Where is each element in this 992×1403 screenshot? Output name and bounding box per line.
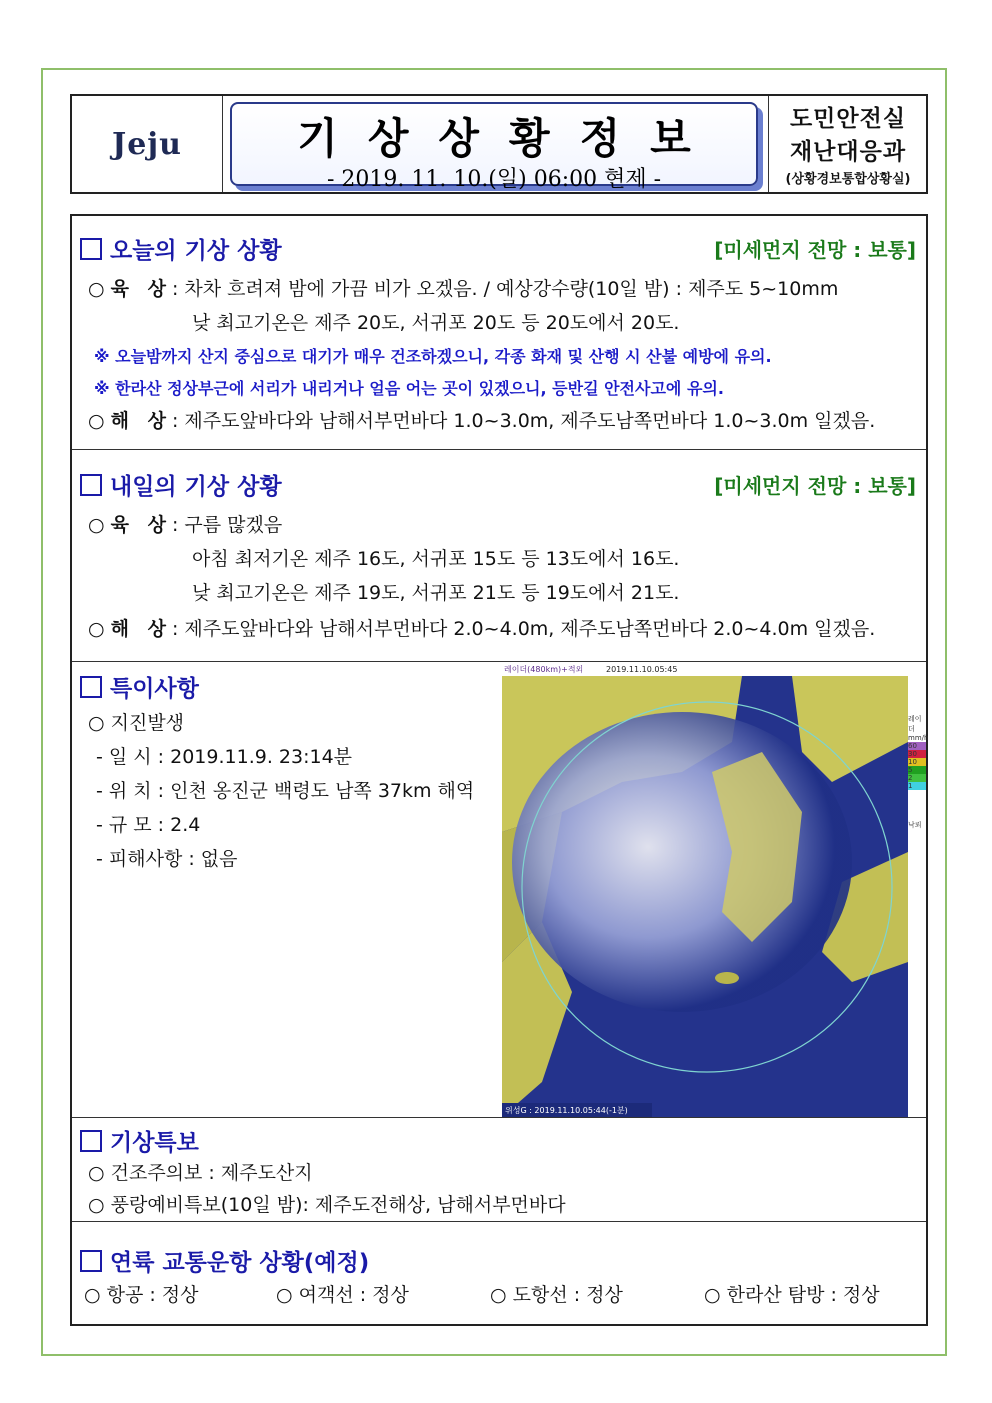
dept-line1: 도민안전실	[789, 106, 907, 132]
logo	[72, 96, 223, 192]
special-section	[72, 662, 929, 1118]
special-magnitude: - 규 모 : 2.4	[96, 814, 201, 836]
special-time: - 일 시 : 2019.11.9. 23:14분	[96, 746, 353, 768]
today-dust: [미세먼지 전망 : 보통]	[714, 238, 916, 262]
special-location: - 위 치 : 인천 옹진군 백령도 남쪽 37km 해역	[96, 780, 475, 802]
title-box	[230, 102, 758, 192]
logo-text: Jeju	[112, 126, 182, 162]
tomorrow-title: 내일의 기상 상황	[80, 468, 282, 501]
page-title: 기상상황정보	[297, 114, 721, 163]
today-section	[72, 216, 926, 450]
main-table	[70, 214, 928, 1326]
header	[70, 94, 928, 194]
circle-icon: ○	[88, 410, 111, 432]
traffic-ferry: ○ 여객선 : 정상	[276, 1284, 409, 1306]
today-title: 오늘의 기상 상황	[80, 232, 282, 265]
page-subtitle: - 2019. 11. 10.(일) 06:00 현제 -	[326, 167, 662, 192]
radar-legend: 레이더 mm/h 60 30 10 5 2 1 낙뢰	[908, 715, 929, 829]
today-note-2: ※ 한라산 정상부근에 서리가 내리거나 얼음 어는 곳이 있겠으니, 등반길 안전사고에 유의.	[94, 379, 724, 398]
radar-footer: 위성G : 2019.11.10.05:44(-1분)	[505, 1106, 628, 1115]
special-item: ○ 지진발생	[88, 712, 185, 734]
today-sea: ○ 해 상: 제주도앞바다와 남해서부먼바다 1.0~3.0m, 제주도남쪽먼바다 1.0~3.0m 일겠음.	[88, 410, 876, 432]
tomorrow-land-3: 낮 최고기온은 제주 19도, 서귀포 21도 등 19도에서 21도.	[192, 582, 680, 604]
warning-item-2: ○ 풍랑예비특보(10일 밤): 제주도전해상, 남해서부먼바다	[88, 1194, 566, 1216]
special-title: 특이사항	[80, 670, 199, 703]
dept-line3: (상황경보통합상황실)	[785, 172, 911, 187]
tomorrow-sea: ○ 해 상: 제주도앞바다와 남해서부먼바다 2.0~4.0m, 제주도남쪽먼바다 2.0~4.0m 일겠음.	[88, 618, 876, 640]
tomorrow-land: ○ 육 상: 구름 많겠음	[88, 514, 283, 536]
radar-time: 2019.11.10.05:45	[606, 665, 678, 674]
checkbox-icon	[80, 238, 102, 260]
dept-line2: 재난대응과	[789, 139, 907, 165]
checkbox-icon	[80, 1130, 102, 1152]
radar-satellite-image	[502, 662, 908, 1117]
tomorrow-land-2: 아침 최저기온 제주 16도, 서귀포 15도 등 13도에서 16도.	[192, 548, 680, 570]
today-land-2: 낮 최고기온은 제주 20도, 서귀포 20도 등 20도에서 20도.	[192, 312, 680, 334]
traffic-hallasan: ○ 한라산 탐방 : 정상	[704, 1284, 880, 1306]
today-land: ○ 육 상: 차차 흐려져 밤에 가끔 비가 오겠음. / 예상강수량(10일 밤) : 제주도 5~10mm	[88, 278, 839, 300]
warning-item-1: ○ 건조주의보 : 제주도산지	[88, 1162, 313, 1184]
today-note-1: ※ 오늘밤까지 산지 중심으로 대기가 매우 건조하겠으니, 각종 화재 및 산행 시 산불 예방에 유의.	[94, 347, 772, 366]
checkbox-icon	[80, 676, 102, 698]
warnings-title: 기상특보	[80, 1124, 199, 1157]
department	[768, 96, 927, 192]
traffic-section	[72, 1222, 926, 1324]
traffic-air: ○ 항공 : 정상	[84, 1284, 199, 1306]
circle-icon: ○	[88, 514, 111, 536]
radar-caption: 레이더(480km)+적외	[504, 665, 584, 674]
special-damage: - 피해사항 : 없음	[96, 848, 238, 870]
checkbox-icon	[80, 474, 102, 496]
tomorrow-section	[72, 450, 926, 662]
traffic-title: 연륙 교통운항 상황(예정)	[80, 1244, 369, 1277]
checkbox-icon	[80, 1250, 102, 1272]
warnings-section	[72, 1118, 926, 1222]
traffic-island: ○ 도항선 : 정상	[490, 1284, 623, 1306]
circle-icon: ○	[88, 618, 111, 640]
tomorrow-dust: [미세먼지 전망 : 보통]	[714, 474, 916, 498]
circle-icon: ○	[88, 278, 111, 300]
